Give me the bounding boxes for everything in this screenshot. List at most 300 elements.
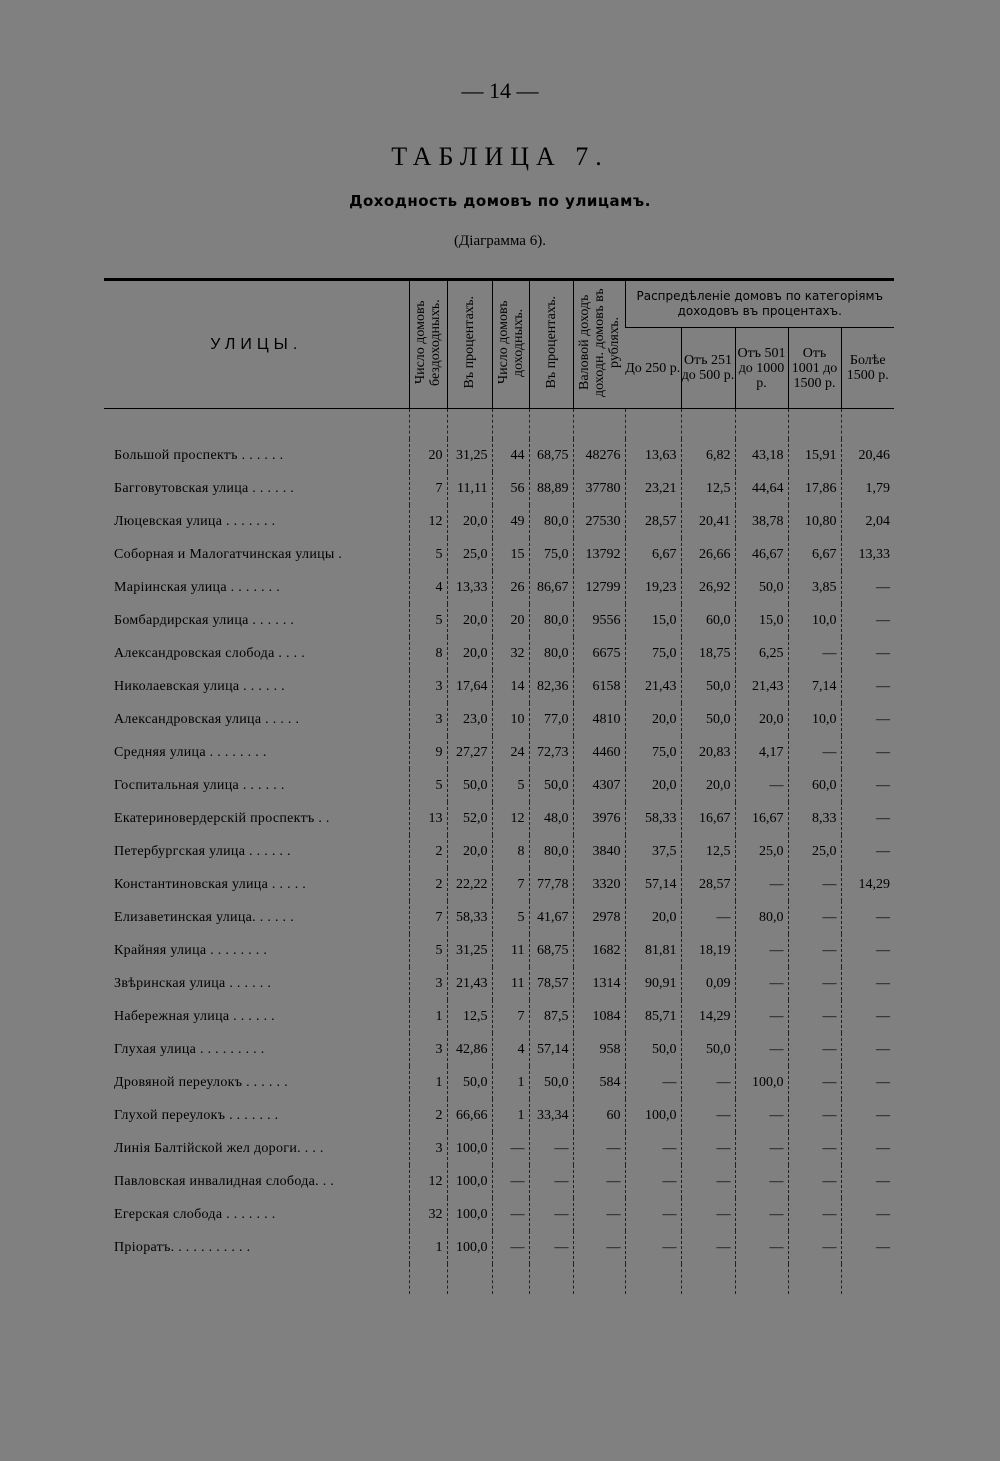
table-cell: 13,33 [841,538,894,571]
table-cell: 68,75 [529,934,573,967]
table-cell: — [681,1066,735,1099]
table-cell: — [788,1099,841,1132]
table-cell: — [492,1198,529,1231]
table-cell: 60,0 [681,604,735,637]
table-row [104,1033,894,1066]
table-cell: — [735,1099,788,1132]
table-cell: 584 [573,1066,625,1099]
table-cell: — [788,1198,841,1231]
table-cell: 14 [492,670,529,703]
table-cell: 10,0 [788,703,841,736]
table-cell: — [788,901,841,934]
table-cell: — [841,1066,894,1099]
table-cell: — [492,1231,529,1264]
table-cell: 3 [409,670,447,703]
table-cell: — [735,1000,788,1033]
street-name: Пріоратъ. . . . . . . . . . . [114,1239,251,1255]
header-cat-4: Отъ 1001 до 1500 р. [788,328,841,409]
street-name: Багговутовская улица . . . . . . [114,480,295,496]
table-cell: 1,79 [841,472,894,505]
table-cell: 12799 [573,571,625,604]
street-name: Крайняя улица . . . . . . . . [114,942,268,958]
street-name: Линія Балтійской жел дороги. . . . [114,1140,324,1156]
table-cell: 23,0 [447,703,492,736]
table-cell: 17,64 [447,670,492,703]
street-name: Глухой переулокъ . . . . . . . [114,1107,279,1123]
table-cell: 20 [492,604,529,637]
table-row [104,1099,894,1132]
table-cell: 5 [492,901,529,934]
table-cell: 4810 [573,703,625,736]
table-cell: 2 [409,1099,447,1132]
table-cell: — [681,1165,735,1198]
table-cell: 4 [409,571,447,604]
table-cell: 12 [409,1165,447,1198]
table-cell: 18,19 [681,934,735,967]
street-name: Люцевская улица . . . . . . . [114,513,276,529]
street-name: Александровская улица . . . . . [114,711,300,727]
table-cell: 50,0 [625,1033,681,1066]
table-cell: 20,41 [681,505,735,538]
table-cell: 50,0 [529,769,573,802]
table-cell: 20,0 [447,835,492,868]
table-row [104,736,894,769]
table-cell: 41,67 [529,901,573,934]
table-row [104,505,894,538]
table-cell: 50,0 [681,1033,735,1066]
table-cell: 12,5 [681,472,735,505]
table-cell: 44,64 [735,472,788,505]
table-cell: — [841,637,894,670]
street-name: Николаевская улица . . . . . . [114,678,285,694]
table-cell: — [735,1033,788,1066]
table-cell: 7 [492,868,529,901]
table-cell: — [735,1198,788,1231]
table-cell: 50,0 [681,670,735,703]
table-cell: — [841,1033,894,1066]
spacer-row [104,409,894,440]
table-row [104,571,894,604]
table-cell: — [625,1231,681,1264]
table-cell: — [841,571,894,604]
table-cell: 3 [409,1132,447,1165]
table-row [104,934,894,967]
table-cell: 26 [492,571,529,604]
table-cell: 13 [409,802,447,835]
table-cell: 8 [492,835,529,868]
table-cell: 78,57 [529,967,573,1000]
table-subtitle: Доходность домовъ по улицамъ. [349,192,651,210]
table-cell: 23,21 [625,472,681,505]
table-cell: 80,0 [735,901,788,934]
table-cell: 20,0 [625,901,681,934]
street-name: Павловская инвалидная слобода. . . [114,1173,335,1189]
table-cell: 100,0 [625,1099,681,1132]
table-cell: — [841,934,894,967]
table-cell: — [529,1132,573,1165]
header-non-income-count: Число домовъ бездоходныхъ. [409,280,447,409]
table-cell: — [841,769,894,802]
table-cell: 48276 [573,439,625,472]
table-cell: 87,5 [529,1000,573,1033]
table-cell: 75,0 [625,736,681,769]
table-cell: 12,5 [681,835,735,868]
table-cell: 48,0 [529,802,573,835]
table-cell: 43,18 [735,439,788,472]
table-cell: 1314 [573,967,625,1000]
table-row [104,439,894,472]
table-cell: 31,25 [447,934,492,967]
table-cell: 6675 [573,637,625,670]
table-body [104,409,894,1295]
table-cell: 82,36 [529,670,573,703]
table-title: ТАБЛИЦА 7. [391,142,609,171]
table-cell: 10,80 [788,505,841,538]
table-cell: 20,0 [735,703,788,736]
table-cell: 4460 [573,736,625,769]
table-cell: 100,0 [447,1231,492,1264]
page-number: — 14 — [461,78,539,103]
table-cell: 2978 [573,901,625,934]
table-cell: — [573,1198,625,1231]
table-row [104,472,894,505]
table-cell: 3320 [573,868,625,901]
table-cell: 24 [492,736,529,769]
table-cell: 20,83 [681,736,735,769]
table-cell: — [681,1132,735,1165]
table-cell: 42,86 [447,1033,492,1066]
street-name: Соборная и Малогатчинская улицы . [114,546,343,562]
table-cell: 25,0 [447,538,492,571]
table-cell: 3 [409,1033,447,1066]
table-cell: 50,0 [447,769,492,802]
table-cell: 72,73 [529,736,573,769]
table-cell: 27530 [573,505,625,538]
table-cell: 26,92 [681,571,735,604]
header-cat-1: До 250 р. [625,328,681,409]
table-row [104,967,894,1000]
table-cell: 80,0 [529,505,573,538]
table-cell: 50,0 [735,571,788,604]
table-cell: 21,43 [625,670,681,703]
tail-row [104,1264,894,1294]
table-cell: 5 [492,769,529,802]
table-cell: 8 [409,637,447,670]
table-cell: 7,14 [788,670,841,703]
table-cell: 0,09 [681,967,735,1000]
table-cell: 60,0 [788,769,841,802]
table-row [104,1066,894,1099]
table-cell: — [735,1231,788,1264]
table-cell: 50,0 [529,1066,573,1099]
table-cell: — [788,1132,841,1165]
table-cell: — [841,604,894,637]
table-cell: 20,0 [447,604,492,637]
table-cell: 5 [409,934,447,967]
table-cell: 19,23 [625,571,681,604]
table-cell: — [573,1165,625,1198]
table-cell: — [788,1165,841,1198]
table-cell: 20,0 [625,703,681,736]
table-cell: — [841,1198,894,1231]
table-cell: 15,91 [788,439,841,472]
table-cell: 10,0 [788,604,841,637]
table-cell: 28,57 [625,505,681,538]
table-cell: 1 [492,1099,529,1132]
table-cell: 1084 [573,1000,625,1033]
table-cell: — [492,1132,529,1165]
table-cell: 66,66 [447,1099,492,1132]
table-cell: 18,75 [681,637,735,670]
table-cell: — [841,736,894,769]
table-cell: 11,11 [447,472,492,505]
table-cell: 75,0 [529,538,573,571]
table-cell: 88,89 [529,472,573,505]
street-name: Елизаветинская улица. . . . . . [114,909,294,925]
table-cell: 25,0 [735,835,788,868]
header-percent-2: Въ процентахъ. [529,280,573,409]
header-cat-5: Болѣе 1500 р. [841,328,894,409]
table-cell: 22,22 [447,868,492,901]
table-cell: 37780 [573,472,625,505]
table-cell: 85,71 [625,1000,681,1033]
table-cell: 3,85 [788,571,841,604]
table-cell: 20 [409,439,447,472]
table-cell: 3840 [573,835,625,868]
table-cell: 80,0 [529,835,573,868]
table-cell: 17,86 [788,472,841,505]
table-cell: 57,14 [529,1033,573,1066]
table-cell: — [788,1066,841,1099]
table-cell: 4307 [573,769,625,802]
table-cell: 100,0 [447,1165,492,1198]
income-table [104,278,894,1294]
table-cell: 14,29 [681,1000,735,1033]
table-cell: 25,0 [788,835,841,868]
table-cell: 58,33 [625,802,681,835]
street-name: Глухая улица . . . . . . . . . [114,1041,265,1057]
street-name: Маріинская улица . . . . . . . [114,579,281,595]
table-cell: — [735,769,788,802]
table-cell: — [841,901,894,934]
table-row [104,1165,894,1198]
table-cell: 6,67 [788,538,841,571]
table-cell: 58,33 [447,901,492,934]
table-cell: 2,04 [841,505,894,538]
table-cell: 57,14 [625,868,681,901]
table-cell: — [841,1000,894,1033]
table-cell: — [841,670,894,703]
table-cell: — [735,967,788,1000]
table-cell: 1 [409,1231,447,1264]
table-cell: 5 [409,538,447,571]
table-cell: 1 [409,1066,447,1099]
table-cell: — [625,1132,681,1165]
table-cell: 7 [409,901,447,934]
table-row [104,835,894,868]
table-cell: — [841,1099,894,1132]
table-cell: 9556 [573,604,625,637]
table-cell: 3 [409,703,447,736]
street-name: Средняя улица . . . . . . . . [114,744,267,760]
table-cell: — [735,1165,788,1198]
table-cell: 60 [573,1099,625,1132]
table-cell: 100,0 [447,1198,492,1231]
table-cell: — [492,1165,529,1198]
table-cell: — [841,967,894,1000]
table-cell: 13,33 [447,571,492,604]
table-row [104,1231,894,1264]
table-cell: — [735,934,788,967]
table-cell: 15 [492,538,529,571]
table-cell: 20,0 [447,637,492,670]
table-cell: 50,0 [681,703,735,736]
table-cell: 90,91 [625,967,681,1000]
header-distribution: Распредѣленіе домовъ по категоріямъ доходовъ въ процентахъ. [625,280,894,328]
table-cell: — [573,1231,625,1264]
table-cell: 52,0 [447,802,492,835]
street-name: Звѣринская улица . . . . . . [114,975,272,991]
table-row [104,802,894,835]
table-cell: 11 [492,934,529,967]
table-cell: 5 [409,604,447,637]
table-cell: 20,0 [625,769,681,802]
header-cat-2: Отъ 251 до 500 р. [681,328,735,409]
table-row [104,769,894,802]
table-cell: 12 [409,505,447,538]
table-cell: 2 [409,868,447,901]
table-cell: 3976 [573,802,625,835]
table-cell: 16,67 [681,802,735,835]
table-cell: 8,33 [788,802,841,835]
table-cell: — [841,802,894,835]
table-cell: 100,0 [447,1132,492,1165]
table-cell: 31,25 [447,439,492,472]
table-cell: — [841,1132,894,1165]
table-cell: 32 [409,1198,447,1231]
table-cell: 21,43 [447,967,492,1000]
table-cell: 13792 [573,538,625,571]
table-cell: 5 [409,769,447,802]
table-cell: — [573,1132,625,1165]
table-cell: 6158 [573,670,625,703]
street-name: Егерская слобода . . . . . . . [114,1206,276,1222]
table-cell: 9 [409,736,447,769]
table-cell: — [625,1198,681,1231]
table-cell: — [681,1198,735,1231]
table-cell: 1 [492,1066,529,1099]
table-cell: 26,66 [681,538,735,571]
table-cell: — [529,1165,573,1198]
table-cell: 14,29 [841,868,894,901]
table-cell: 2 [409,835,447,868]
table-cell: — [735,868,788,901]
table-cell: 4 [492,1033,529,1066]
header-income-count: Число домовъ доходныхъ. [492,280,529,409]
table-cell: — [788,967,841,1000]
street-name: Дровяной переулокъ . . . . . . [114,1074,288,1090]
table-cell: — [735,1132,788,1165]
table-cell: 958 [573,1033,625,1066]
header-gross-income: Валовой доходъ доходн. домовъ въ рубляхъ. [573,280,625,409]
table-cell: 68,75 [529,439,573,472]
table-cell: 37,5 [625,835,681,868]
table-row [104,538,894,571]
table-cell: 56 [492,472,529,505]
table-cell: 81,81 [625,934,681,967]
table-cell: 80,0 [529,604,573,637]
table-row [104,901,894,934]
table-cell: 1 [409,1000,447,1033]
table-cell: — [841,703,894,736]
table-cell: 33,34 [529,1099,573,1132]
table-cell: 7 [409,472,447,505]
table-cell: — [681,901,735,934]
table-cell: 16,67 [735,802,788,835]
table-cell: 50,0 [447,1066,492,1099]
street-name: Константиновская улица . . . . . [114,876,307,892]
table-cell: 86,67 [529,571,573,604]
table-cell: 13,63 [625,439,681,472]
table-cell: — [841,835,894,868]
table-cell: 80,0 [529,637,573,670]
header-cat-3: Отъ 501 до 1000 р. [735,328,788,409]
table-row [104,670,894,703]
table-cell: 1682 [573,934,625,967]
table-cell: 32 [492,637,529,670]
table-cell: 27,27 [447,736,492,769]
table-cell: 3 [409,967,447,1000]
table-cell: 77,0 [529,703,573,736]
table-row [104,1198,894,1231]
table-cell: 10 [492,703,529,736]
table-row [104,604,894,637]
table-cell: — [625,1165,681,1198]
table-cell: — [788,1000,841,1033]
table-row [104,1132,894,1165]
street-name: Большой проспектъ . . . . . . [114,447,284,463]
table-cell: — [788,868,841,901]
table-cell: 38,78 [735,505,788,538]
table-cell: 12 [492,802,529,835]
diagram-note: (Діаграмма 6). [454,233,546,249]
table-row [104,868,894,901]
table-cell: — [788,934,841,967]
header-streets: УЛИЦЫ. [104,280,409,409]
table-cell: 75,0 [625,637,681,670]
table-cell: 6,25 [735,637,788,670]
table-cell: 20,0 [681,769,735,802]
table-cell: — [681,1099,735,1132]
street-name: Набережная улица . . . . . . [114,1008,275,1024]
table-cell: 7 [492,1000,529,1033]
table-cell: 44 [492,439,529,472]
table-cell: 11 [492,967,529,1000]
table-cell: — [788,736,841,769]
street-name: Александровская слобода . . . . [114,645,306,661]
table-cell: 15,0 [735,604,788,637]
table-cell: — [625,1066,681,1099]
table-cell: — [788,637,841,670]
table-cell: 15,0 [625,604,681,637]
table-cell: 100,0 [735,1066,788,1099]
table-cell: 20,46 [841,439,894,472]
table-cell: 21,43 [735,670,788,703]
table-row [104,637,894,670]
table-cell: 28,57 [681,868,735,901]
table-cell: 6,67 [625,538,681,571]
table-cell: 6,82 [681,439,735,472]
